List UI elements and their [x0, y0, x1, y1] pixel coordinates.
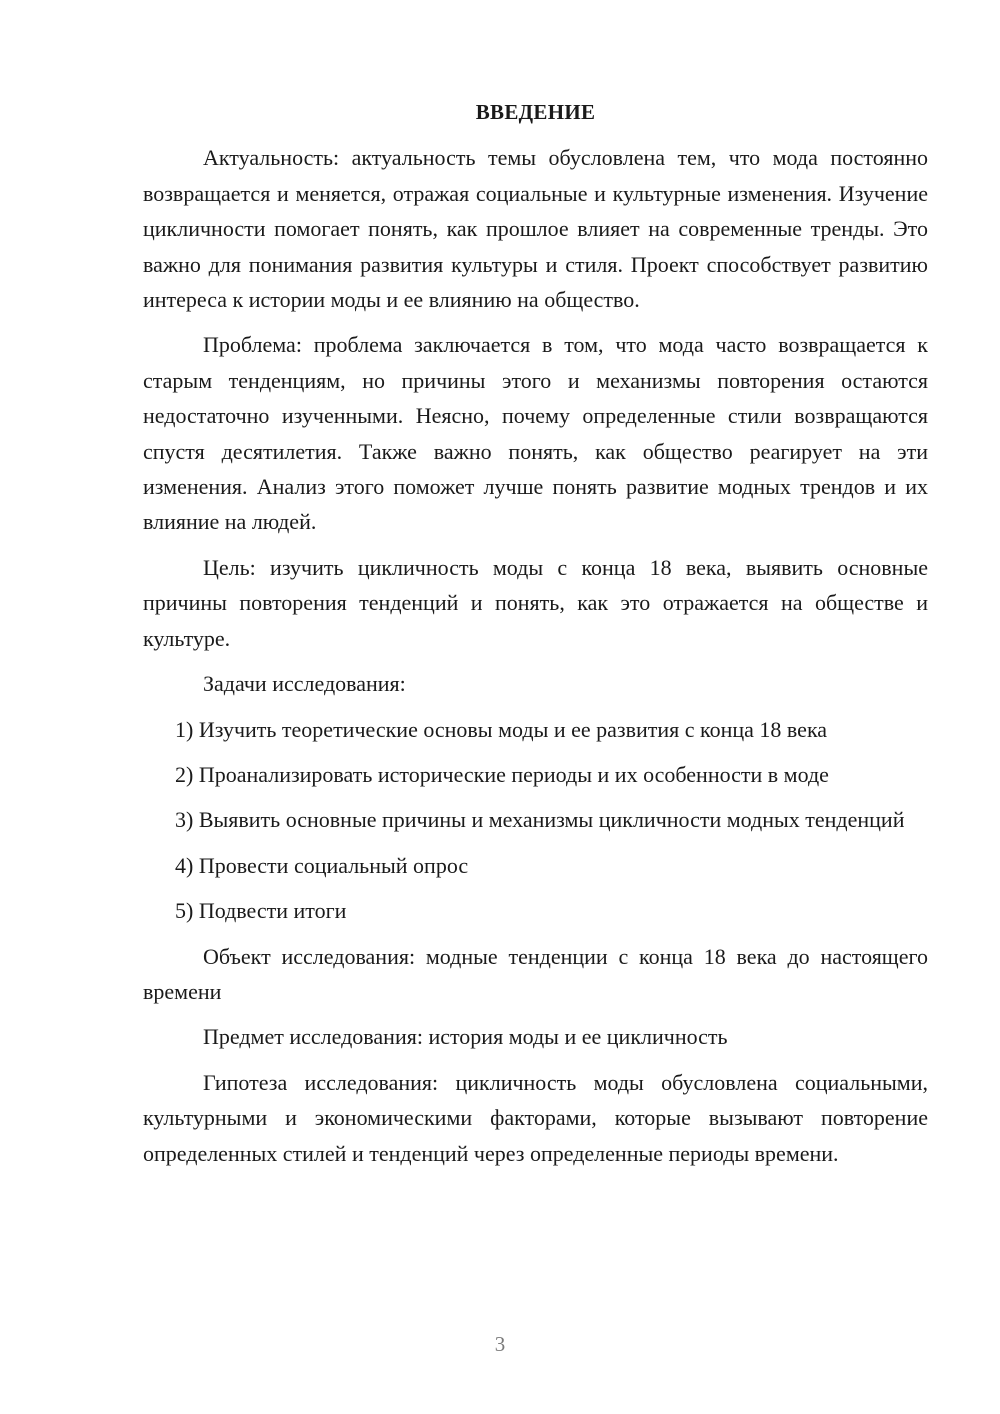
paragraph-problem: Проблема: проблема заключается в том, что мода часто возвращается к старым тенденциям, но причины этого и механизмы повторения остаются недостаточно изученными. Неясно, почему определенные стили возвращаются спустя десятилетия. Также важно понять, как общество реагирует на эти изменения. Анализ этого поможет лучше понять развитие модных трендов и их влияние на людей.	[143, 332, 928, 535]
task-item-3: 3) Выявить основные причины и механизмы цикличности модных тенденций	[175, 807, 905, 833]
task-item-5: 5) Подвести итоги	[175, 898, 347, 924]
page-number: 3	[494, 1332, 506, 1356]
paragraph-relevance: Актуальность: актуальность темы обусловлена тем, что мода постоянно возвращается и меняется, отражая социальные и культурные изменения. Изучение цикличности помогает понять, как прошлое влияет на современные тренды. Это важно для понимания развития культуры и стиля. Проект способствует развитию интереса к истории моды и ее влиянию на общество.	[143, 145, 928, 313]
task-item-2: 2) Проанализировать исторические периоды и их особенности в моде	[175, 761, 829, 787]
paragraph-subject: Предмет исследования: история моды и ее цикличность	[203, 1024, 728, 1050]
tasks-heading: Задачи исследования:	[203, 671, 406, 697]
section-title: ВВЕДЕНИЕ	[475, 100, 596, 124]
paragraph-goal: Цель: изучить цикличность моды с конца 18 века, выявить основные причины повторения тенденций и понять, как это отражается на обществе и культуре.	[143, 554, 928, 651]
document-page	[143, 95, 928, 1181]
paragraph-hypothesis: Гипотеза исследования: цикличность моды обусловлена социальными, культурными и экономическими факторами, которые вызывают повторение определенных стилей и тенденций через определенные периоды времени.	[143, 1069, 928, 1166]
task-item-4: 4) Провести социальный опрос	[175, 852, 469, 878]
task-item-1: 1) Изучить теоретические основы моды и ее развития с конца 18 века	[175, 716, 828, 742]
paragraph-object: Объект исследования: модные тенденции с конца 18 века до настоящего времени	[143, 943, 928, 1004]
